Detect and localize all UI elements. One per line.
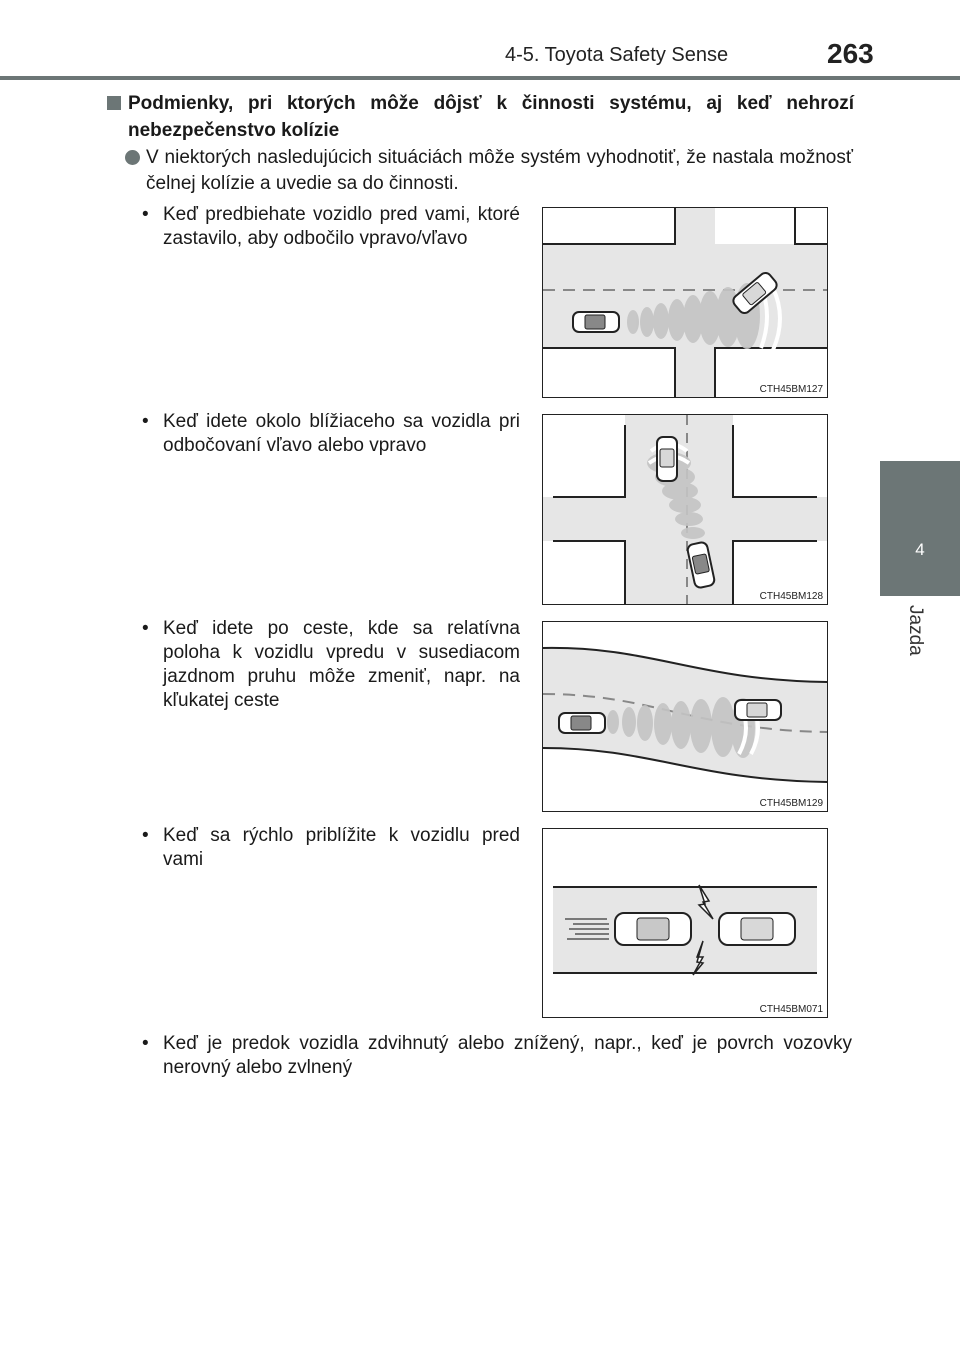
- list-item-text: Keď idete okolo blížiaceho sa vozidla pri odbočovaní vľavo alebo vpravo: [163, 411, 520, 456]
- figure-code: CTH45BM071: [759, 1004, 823, 1015]
- bullet-mark: •: [142, 1033, 149, 1054]
- square-bullet-icon: [107, 96, 121, 110]
- figure-code: CTH45BM129: [759, 798, 823, 809]
- intro-text: V niektorých nasledujúcich situáciách môže systém vyhodnotiť, že nastala možnosť čelnej kolízie a uvedie sa do činnosti.: [146, 147, 853, 194]
- section-heading-text: Podmienky, pri ktorých môže dôjsť k činnosti systému, aj keď nehrozí nebezpečenstvo kolízie: [128, 93, 854, 141]
- bullet-mark: •: [142, 825, 149, 846]
- list-item-text: Keď sa rýchlo priblížite k vozidlu pred vami: [163, 825, 520, 870]
- list-item-text: Keď je predok vozidla zdvihnutý alebo znížený, napr., keď je povrch vozovky nerovný alebo zvlnený: [163, 1033, 852, 1078]
- chapter-tab: [880, 461, 960, 596]
- section-title: 4-5. Toyota Safety Sense: [505, 44, 729, 66]
- section-heading: [107, 90, 854, 144]
- intro-paragraph: [125, 145, 853, 197]
- figure-winding-road: [542, 621, 828, 812]
- list-item: [142, 203, 520, 251]
- page-header: [0, 0, 960, 80]
- chapter-label-text: Jazda: [905, 605, 926, 656]
- figure-code: CTH45BM128: [759, 591, 823, 602]
- list-item: [142, 824, 520, 872]
- figure-rapid-approach: [542, 828, 828, 1018]
- figure-overtaking-turning-vehicle: [542, 207, 828, 398]
- figure-code: CTH45BM127: [759, 384, 823, 395]
- list-item: [142, 617, 520, 713]
- bullet-mark: •: [142, 204, 149, 225]
- list-item-text: Keď idete po ceste, kde sa relatívna poloha k vozidlu vpredu v susediacom jazdnom pruhu môže zmeniť, napr. na kľukatej ceste: [163, 618, 520, 711]
- circle-bullet-icon: [125, 150, 140, 165]
- list-item: [142, 410, 520, 458]
- chapter-label: [896, 605, 926, 665]
- list-item: [142, 1032, 852, 1080]
- figure-illustration: [543, 829, 827, 1017]
- page-number: 263: [827, 38, 874, 69]
- header-rule: [0, 76, 960, 80]
- figure-illustration: [543, 208, 827, 397]
- figure-illustration: [543, 415, 827, 604]
- bullet-mark: •: [142, 618, 149, 639]
- bullet-mark: •: [142, 411, 149, 432]
- figure-turning-past-oncoming: [542, 414, 828, 605]
- list-item-text: Keď predbiehate vozidlo pred vami, ktoré zastavilo, aby odbočilo vpravo/vľavo: [163, 204, 520, 249]
- chapter-number: 4: [915, 540, 925, 559]
- figure-illustration: [543, 622, 827, 811]
